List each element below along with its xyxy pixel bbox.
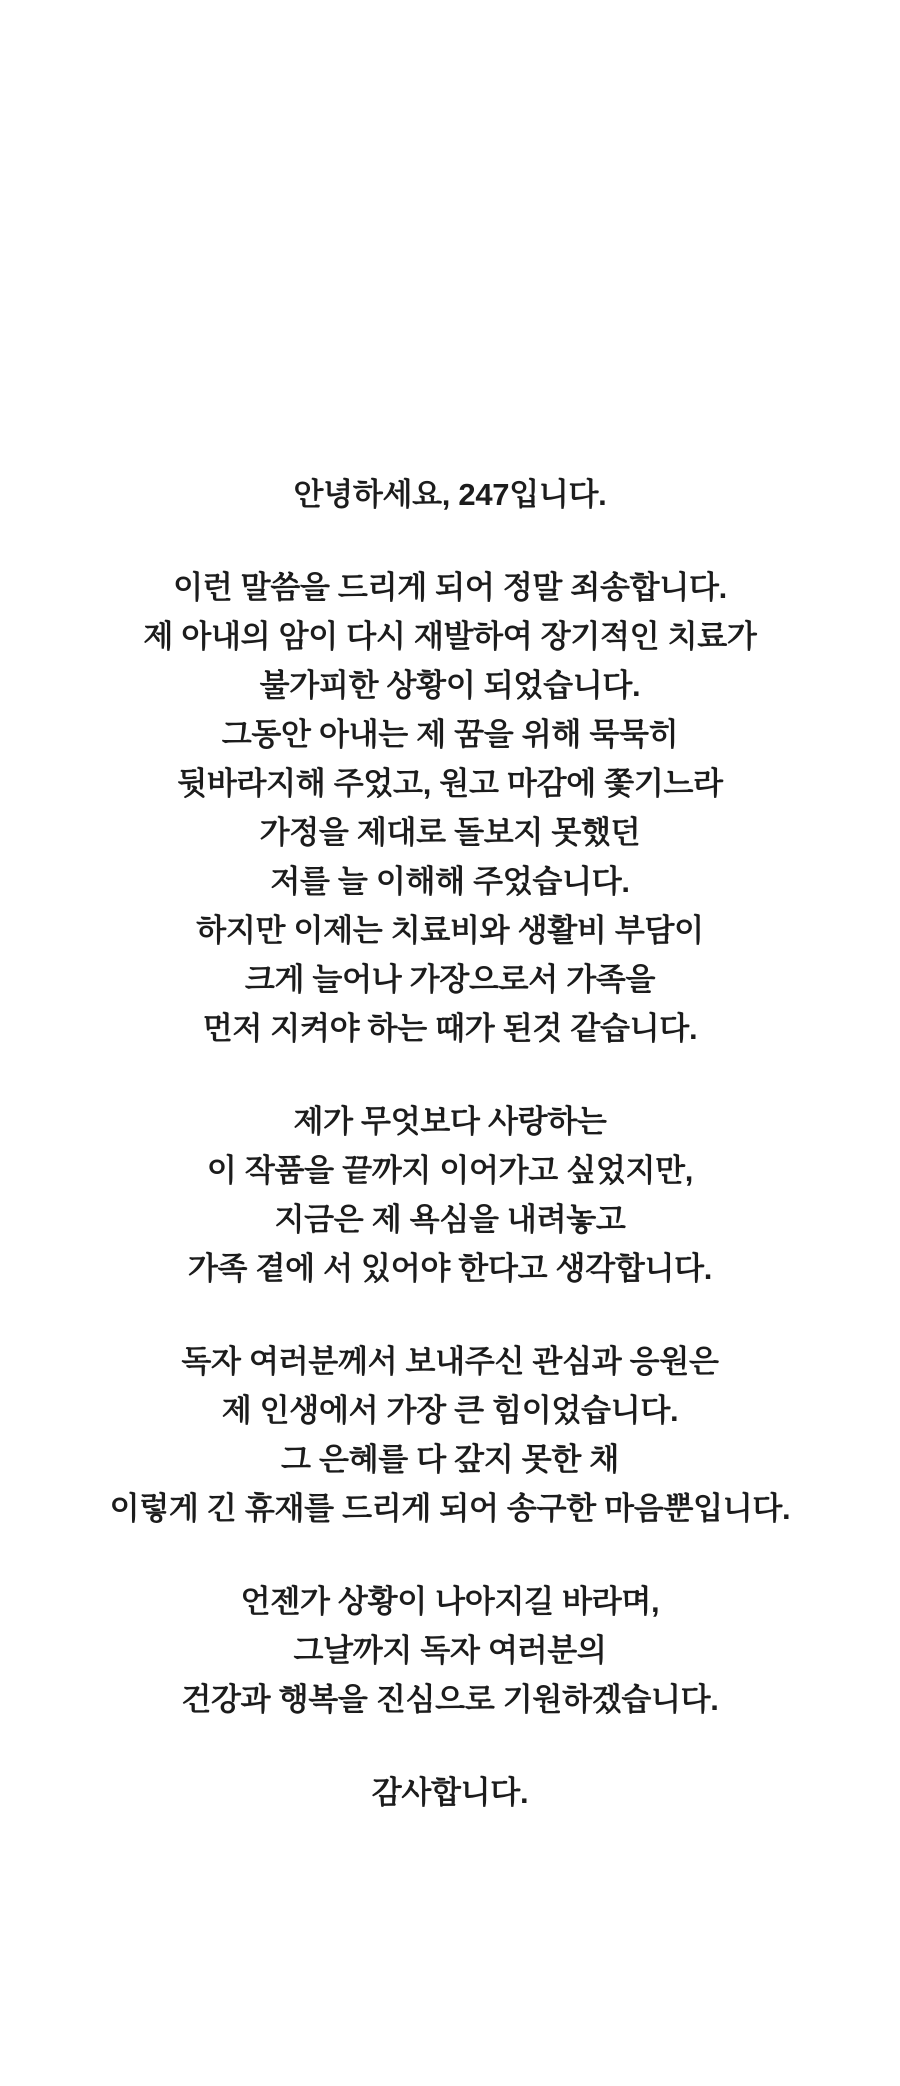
paragraph-well-wishes bbox=[20, 1577, 880, 1724]
paragraph-gratitude-to-readers bbox=[20, 1337, 880, 1533]
greeting-line: 안녕하세요, 247입니다. bbox=[293, 477, 607, 512]
closing-paragraph bbox=[20, 1768, 880, 1817]
paragraph-line: 그날까지 독자 여러분의 bbox=[293, 1633, 607, 1668]
paragraph-line: 그동안 아내는 제 꿈을 위해 묵묵히 bbox=[221, 717, 679, 752]
closing-line: 감사합니다. bbox=[371, 1775, 529, 1810]
paragraph-line: 하지만 이제는 치료비와 생활비 부담이 bbox=[196, 913, 704, 948]
paragraph-line: 건강과 행복을 진심으로 기원하겠습니다. bbox=[181, 1682, 719, 1717]
notice-body bbox=[20, 470, 880, 1817]
paragraph-line: 이런 말씀을 드리게 되어 정말 죄송합니다. bbox=[173, 570, 727, 605]
paragraph-line: 가족 곁에 서 있어야 한다고 생각합니다. bbox=[187, 1251, 713, 1286]
paragraph-line: 제 인생에서 가장 큰 힘이었습니다. bbox=[221, 1393, 679, 1428]
paragraph-apology-and-situation bbox=[20, 563, 880, 1053]
paragraph-line: 독자 여러분께서 보내주신 관심과 응원은 bbox=[181, 1344, 719, 1379]
paragraph-line: 뒷바라지해 주었고, 원고 마감에 쫓기느라 bbox=[177, 766, 723, 801]
paragraph-line: 언젠가 상황이 나아지길 바라며, bbox=[240, 1584, 660, 1619]
paragraph-decision bbox=[20, 1097, 880, 1293]
paragraph-line: 가정을 제대로 돌보지 못했던 bbox=[259, 815, 641, 850]
paragraph-line: 불가피한 상황이 되었습니다. bbox=[259, 668, 641, 703]
paragraph-line: 저를 늘 이해해 주었습니다. bbox=[270, 864, 630, 899]
greeting-paragraph bbox=[20, 470, 880, 519]
paragraph-line: 제 아내의 암이 다시 재발하여 장기적인 치료가 bbox=[143, 619, 757, 654]
paragraph-line: 크게 늘어나 가장으로서 가족을 bbox=[244, 962, 656, 997]
paragraph-line: 이렇게 긴 휴재를 드리게 되어 송구한 마음뿐입니다. bbox=[109, 1491, 791, 1526]
paragraph-line: 그 은혜를 다 갚지 못한 채 bbox=[280, 1442, 620, 1477]
paragraph-line: 이 작품을 끝까지 이어가고 싶었지만, bbox=[206, 1153, 694, 1188]
paragraph-line: 지금은 제 욕심을 내려놓고 bbox=[274, 1202, 626, 1237]
paragraph-line: 제가 무엇보다 사랑하는 bbox=[293, 1104, 607, 1139]
paragraph-line: 먼저 지켜야 하는 때가 된것 같습니다. bbox=[202, 1011, 698, 1046]
